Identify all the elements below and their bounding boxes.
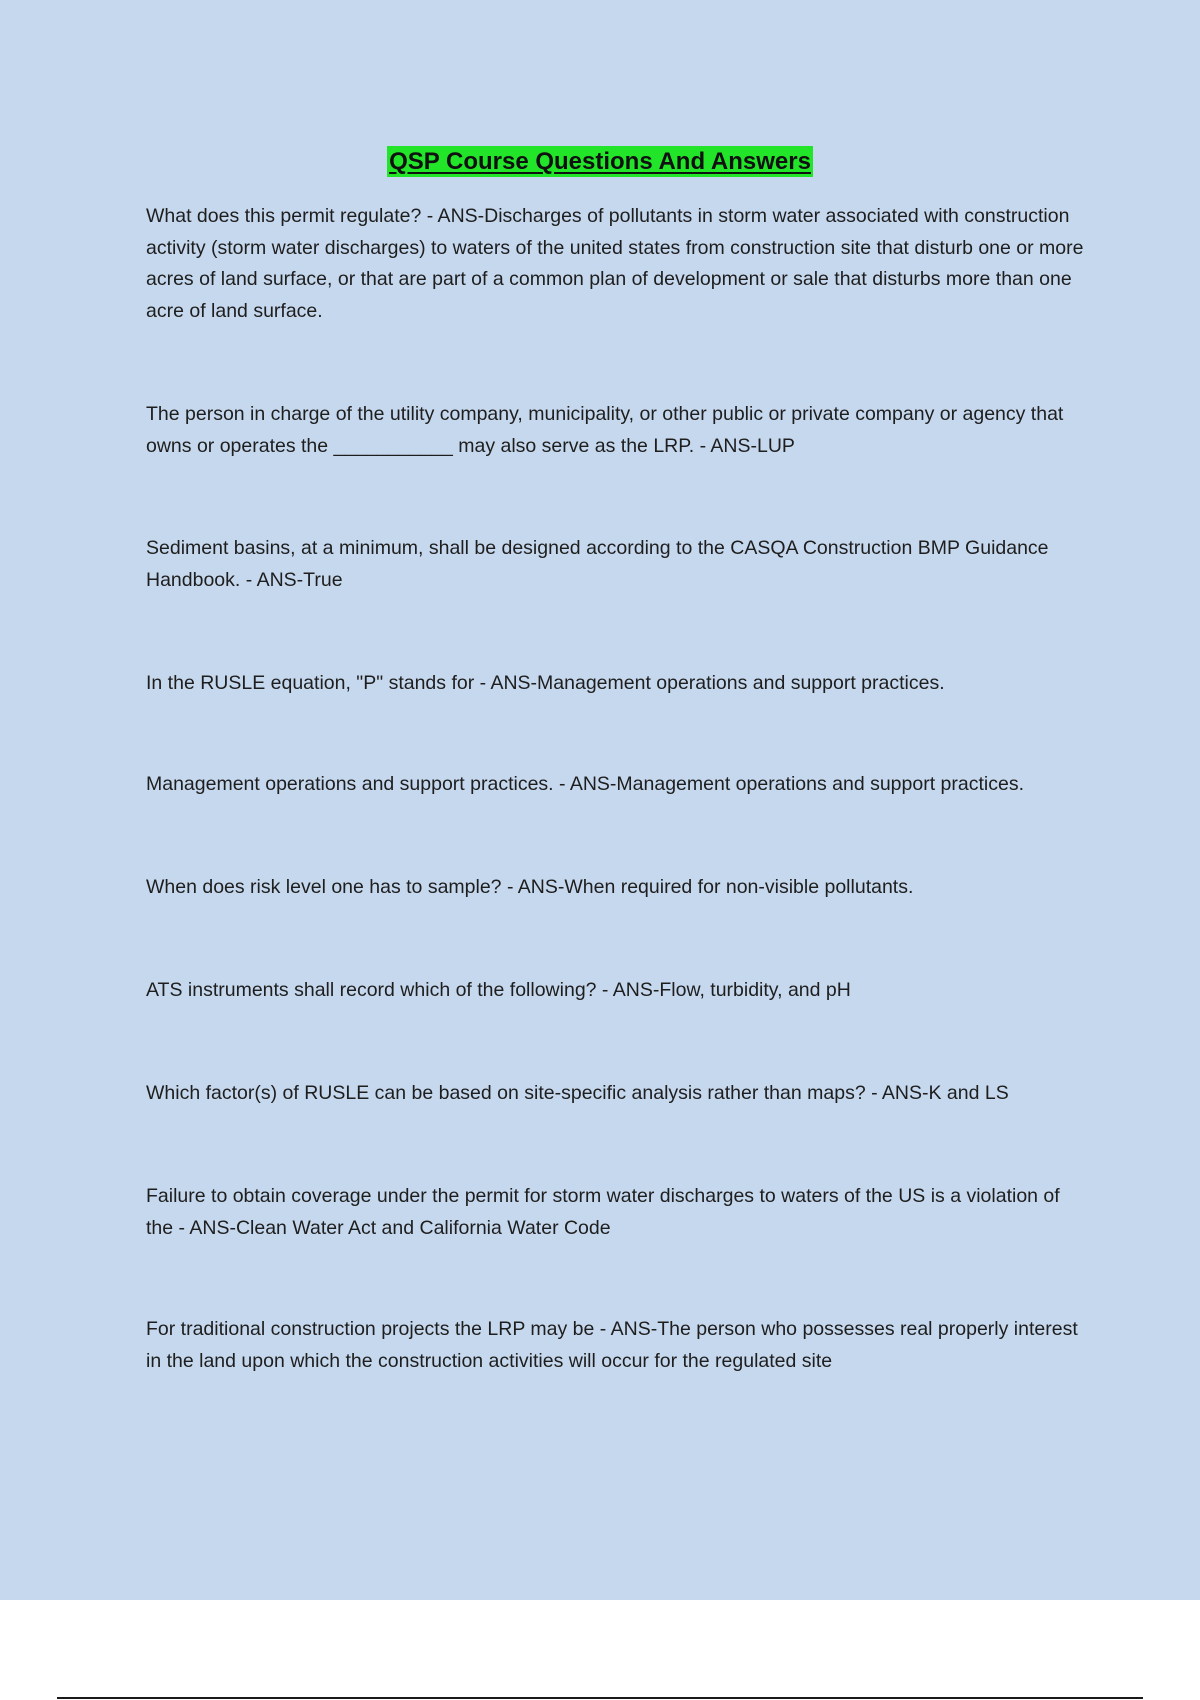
qa-item-5: Management operations and support practices. - ANS-Management operations and support practices. (146, 773, 1024, 795)
document-title: QSP Course Questions And Answers (389, 148, 811, 175)
qa-item-8: Which factor(s) of RUSLE can be based on site-specific analysis rather than maps? - ANS-K and LS (146, 1082, 1009, 1104)
qa-item-3: Sediment basins, at a minimum, shall be designed according to the CASQA Construction BMP Guidance Handbook. - ANS-True (146, 537, 1049, 591)
qa-item-2: The person in charge of the utility company, municipality, or other public or private company or agency that owns or operates the ___________ may also serve as the LRP. - ANS-LUP (146, 403, 1064, 457)
qa-item-6: When does risk level one has to sample? - ANS-When required for non-visible pollutants. (146, 876, 914, 898)
qa-item-7: ATS instruments shall record which of the following? - ANS-Flow, turbidity, and pH (146, 979, 851, 1001)
title-container (0, 146, 1200, 177)
qa-item-10: For traditional construction projects the LRP may be - ANS-The person who possesses real properly interest in the land upon which the construction activities will occur for the regulated site (146, 1318, 1078, 1372)
qa-item-4: In the RUSLE equation, "P" stands for - ANS-Management operations and support practices. (146, 672, 945, 694)
footer-divider (57, 1697, 1143, 1699)
qa-item-9: Failure to obtain coverage under the permit for storm water discharges to waters of the US is a violation of the - ANS-Clean Water Act and California Water Code (146, 1185, 1060, 1239)
qa-item-1: What does this permit regulate? - ANS-Discharges of pollutants in storm water associated with construction activity (storm water discharges) to waters of the united states from construction site that disturb one or more acres of land surface, or that are part of a common plan of development or sale that disturbs more than one acre of land surface. (146, 205, 1084, 322)
